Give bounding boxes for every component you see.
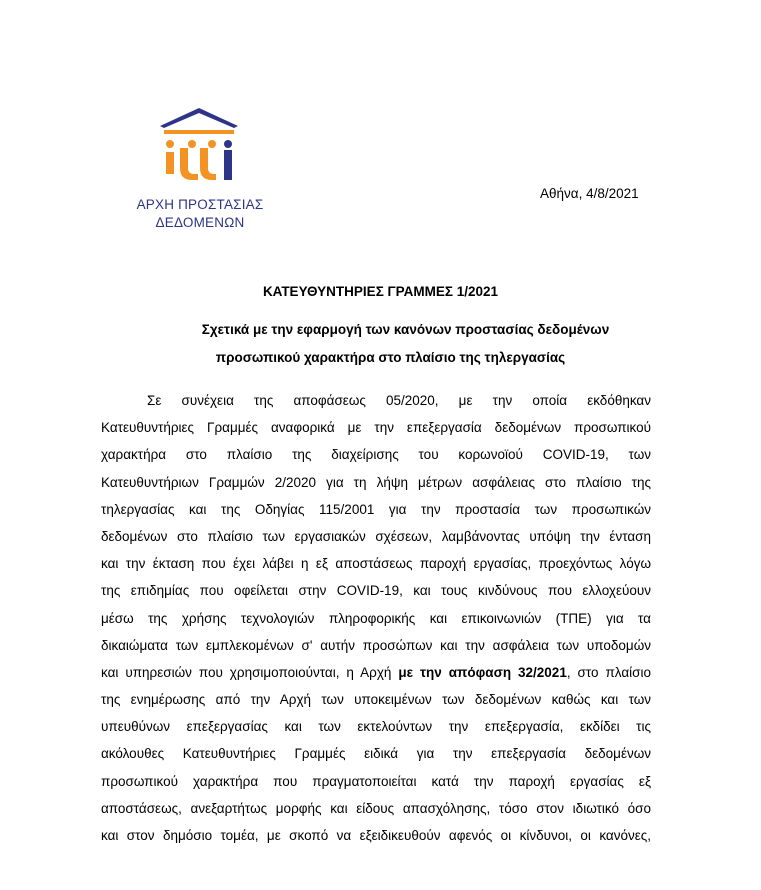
body-line: υπευθύνων επεξεργασίας και των εκτελούντων την επεξεργασία, εκδίδει τις (101, 719, 651, 735)
body-line: της επιδημίας που οφείλεται στην COVID-19, και τους κινδύνους που ελλοχεύουν (101, 583, 651, 599)
subtitle-line2: προσωπικού χαρακτήρα στο πλαίσιο της τηλεργασίας (215, 350, 566, 365)
body-line: μέσω της χρήσης τεχνολογιών πληροφορικής και επικοινωνιών (ΤΠΕ) για τα (101, 610, 651, 626)
authority-logo (130, 106, 270, 236)
body-line: ακόλουθες Κατευθυντήριες Γραμμές ειδικά για την επεξεργασία δεδομένων (101, 746, 651, 762)
decision-reference: με την απόφαση 32/2021 (398, 664, 567, 680)
body-line: χαρακτήρα στο πλαίσιο της διαχείρισης του κορωνοϊού COVID-19, των (101, 447, 651, 463)
body-line: δεδομένων στο πλαίσιο των εργασιακών σχέσεων, λαμβάνοντας υπόψη την ένταση (101, 528, 651, 544)
subtitle-line1: Σχετικά με την εφαρμογή των κανόνων προστασίας δεδομένων (201, 322, 610, 337)
body-line: Σε συνέχεια της αποφάσεως 05/2020, με την οποία εκδόθηκαν (147, 393, 651, 408)
body-line: δικαιώματα των εμπλεκομένων σ' αυτήν προσώπων και την ασφάλεια των υποδομών (101, 637, 651, 653)
document-heading: ΚΑΤΕΥΘΥΝΤΗΡΙΕΣ ΓΡΑΜΜΕΣ 1/2021 (262, 284, 499, 299)
body-line (101, 659, 651, 686)
body-line: της ενημέρωσης από την Αρχή των υποκειμένων των δεδομένων καθώς και των (101, 692, 651, 708)
body-text-part: και υπηρεσιών που χρησιμοποιούνται, η Αρχή (101, 664, 392, 680)
temple-logo-icon (158, 106, 240, 182)
body-line: προσωπικού χαρακτήρα που πραγματοποιείται κατά την παροχή εργασίας εξ (101, 773, 651, 789)
logo-text-line2: ΔΕΔΟΜΕΝΩΝ (155, 215, 245, 230)
body-line: αποστάσεως, ανεξαρτήτως μορφής και είδους απασχόλησης, τόσο στον ιδιωτικό όσο (101, 800, 651, 816)
body-line: Κατευθυντήριων Γραμμών 2/2020 για τη λήψη μέτρων ασφάλειας στο πλαίσιο της (101, 474, 651, 490)
body-line: και την έκταση που έχει λάβει η εξ αποστάσεως παροχή εργασίας, προεχόντως λόγω (101, 556, 651, 572)
document-body (101, 387, 651, 849)
body-line: Κατευθυντήριες Γραμμές αναφορικά με την επεξεργασία δεδομένων προσωπικού (101, 420, 651, 436)
document-date: Αθήνα, 4/8/2021 (540, 186, 639, 201)
body-line: τηλεργασίας και της Οδηγίας 115/2001 για την προστασία των προσωπικών (101, 501, 651, 517)
body-line: και στον δημόσιο τομέα, με σκοπό να εξειδικευθούν αφενός οι κίνδυνοι, οι κανόνες, (101, 828, 651, 843)
body-text-part: , στο πλαίσιο (566, 664, 651, 680)
logo-text-line1: ΑΡΧΗ ΠΡΟΣΤΑΣΙΑΣ (136, 197, 264, 212)
